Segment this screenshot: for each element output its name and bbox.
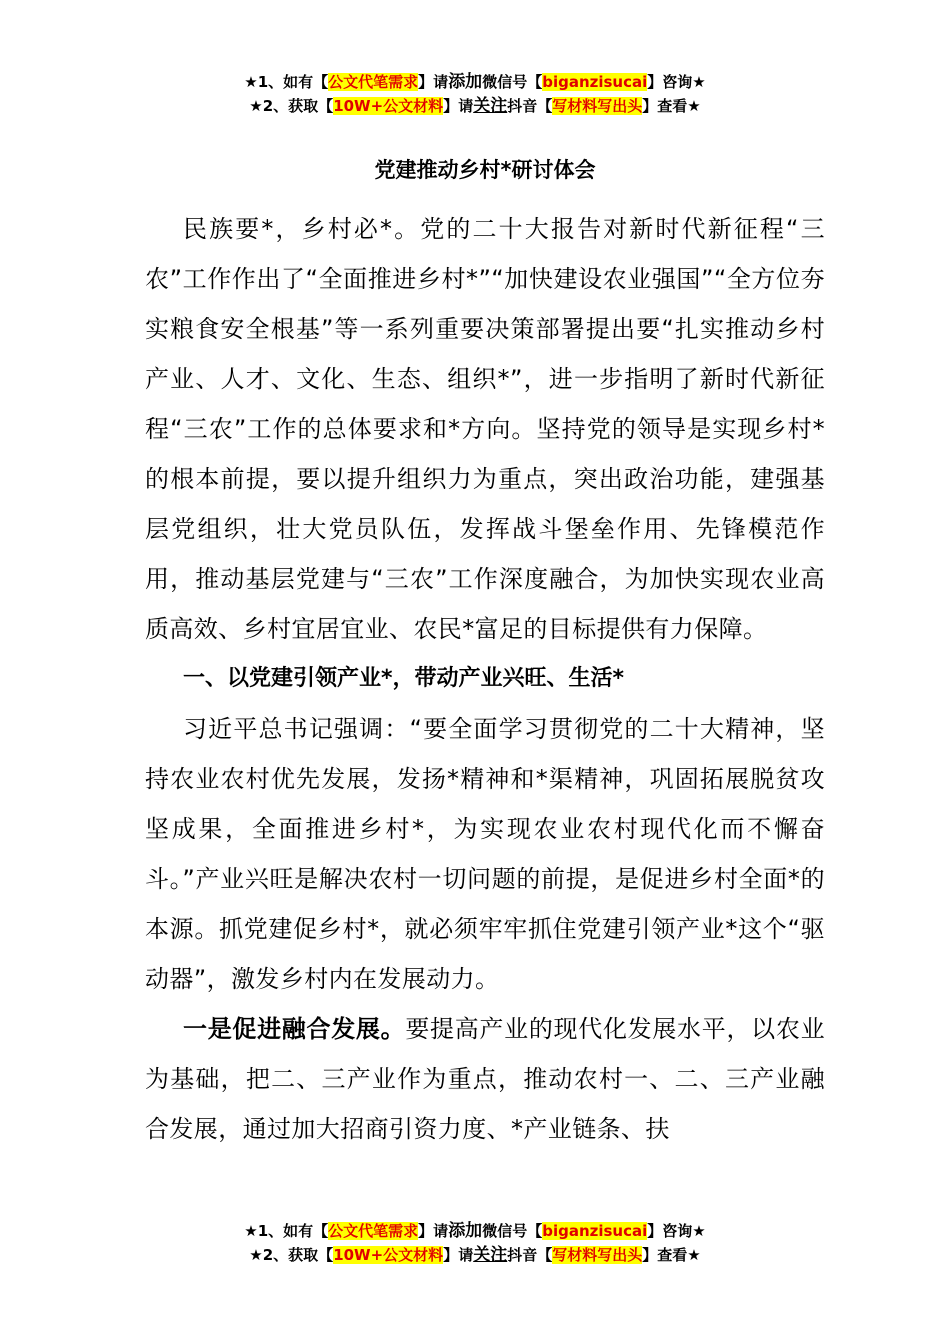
- banner-text: 微信号【: [482, 73, 543, 91]
- banner-text: ★1、如有【: [244, 73, 329, 91]
- banner-text: 抖音【: [507, 97, 553, 115]
- top-banner: [0, 70, 950, 118]
- point-body: 要提高产业的现代化发展水平，以农业为基础，把二、三产业作为重点，推动农村一、二、三产业融合发展，通过加大招商引资力度、*产业链条、扶: [145, 1015, 825, 1143]
- document-title: 党建推动乡村*研讨体会: [374, 158, 596, 182]
- banner-line-1: [0, 70, 950, 94]
- banner-emphasis: 关注: [473, 96, 508, 116]
- highlight-douyin-account: 写材料写出头: [552, 97, 643, 115]
- banner-text: 微信号【: [482, 1222, 543, 1240]
- banner-text: 】请: [443, 97, 474, 115]
- paragraph-point-1: [145, 1004, 825, 1154]
- banner-line-2: [0, 94, 950, 118]
- document-body: [145, 150, 825, 1154]
- paragraph-intro: 民族要*，乡村必*。党的二十大报告对新时代新征程“三农”工作作出了“全面推进乡村*”“加快建设农业强国”“全方位夯实粮食安全根基”等一系列重要决策部署提出要“扎实推动乡村产业、人才、文化、生态、组织*”，进一步指明了新时代新征程“三农”工作的总体要求和*方向。坚持党的领导是实现乡村*的根本前提，要以提升组织力为重点，突出政治功能，建强基层党组织，壮大党员队伍，发挥战斗堡垒作用、先锋模范作用，推动基层党建与“三农”工作深度融合，为加快实现农业高质高效、乡村宜居宜业、农民*富足的目标提供有力保障。: [145, 215, 825, 643]
- banner-text: 】请: [418, 1222, 449, 1240]
- banner-text: 】请: [443, 1246, 474, 1264]
- banner-text: ★2、获取【: [249, 1246, 334, 1264]
- banner-text: 】查看★: [642, 97, 701, 115]
- highlight-materials: 10W+公文材料: [333, 97, 444, 115]
- highlight-service: 公文代笔需求: [328, 73, 419, 91]
- highlight-douyin-account: 写材料写出头: [552, 1246, 643, 1264]
- banner-emphasis: 添加: [448, 1221, 483, 1241]
- banner-line-2: [0, 1243, 950, 1267]
- banner-text: 】咨询★: [647, 73, 706, 91]
- paragraph-section-1: 习近平总书记强调：“要全面学习贯彻党的二十大精神，坚持农业农村优先发展，发扬*精神和*渠精神，巩固拓展脱贫攻坚成果，全面推进乡村*，为实现农业农村现代化而不懈奋斗。”产业兴旺是解决农村一切问题的前提，是促进乡村全面*的本源。抓党建促乡村*，就必须牢牢抓住党建引领产业*这个“驱动器”，激发乡村内在发展动力。: [145, 715, 825, 993]
- highlight-service: 公文代笔需求: [328, 1222, 419, 1240]
- highlight-wechat-id: biganzisucai: [542, 73, 648, 91]
- banner-emphasis: 关注: [473, 1245, 508, 1265]
- highlight-wechat-id: biganzisucai: [542, 1222, 648, 1240]
- banner-text: 抖音【: [507, 1246, 553, 1264]
- banner-line-1: [0, 1219, 950, 1243]
- bottom-banner: [0, 1219, 950, 1267]
- banner-text: 】请: [418, 73, 449, 91]
- banner-text: ★1、如有【: [244, 1222, 329, 1240]
- section-heading-1: 一、以党建引领产业*，带动产业兴旺、生活*: [183, 666, 625, 691]
- banner-text: ★2、获取【: [249, 97, 334, 115]
- highlight-materials: 10W+公文材料: [333, 1246, 444, 1264]
- banner-text: 】咨询★: [647, 1222, 706, 1240]
- banner-text: 】查看★: [642, 1246, 701, 1264]
- banner-emphasis: 添加: [448, 72, 483, 92]
- point-lead: 一是促进融合发展。: [183, 1015, 406, 1043]
